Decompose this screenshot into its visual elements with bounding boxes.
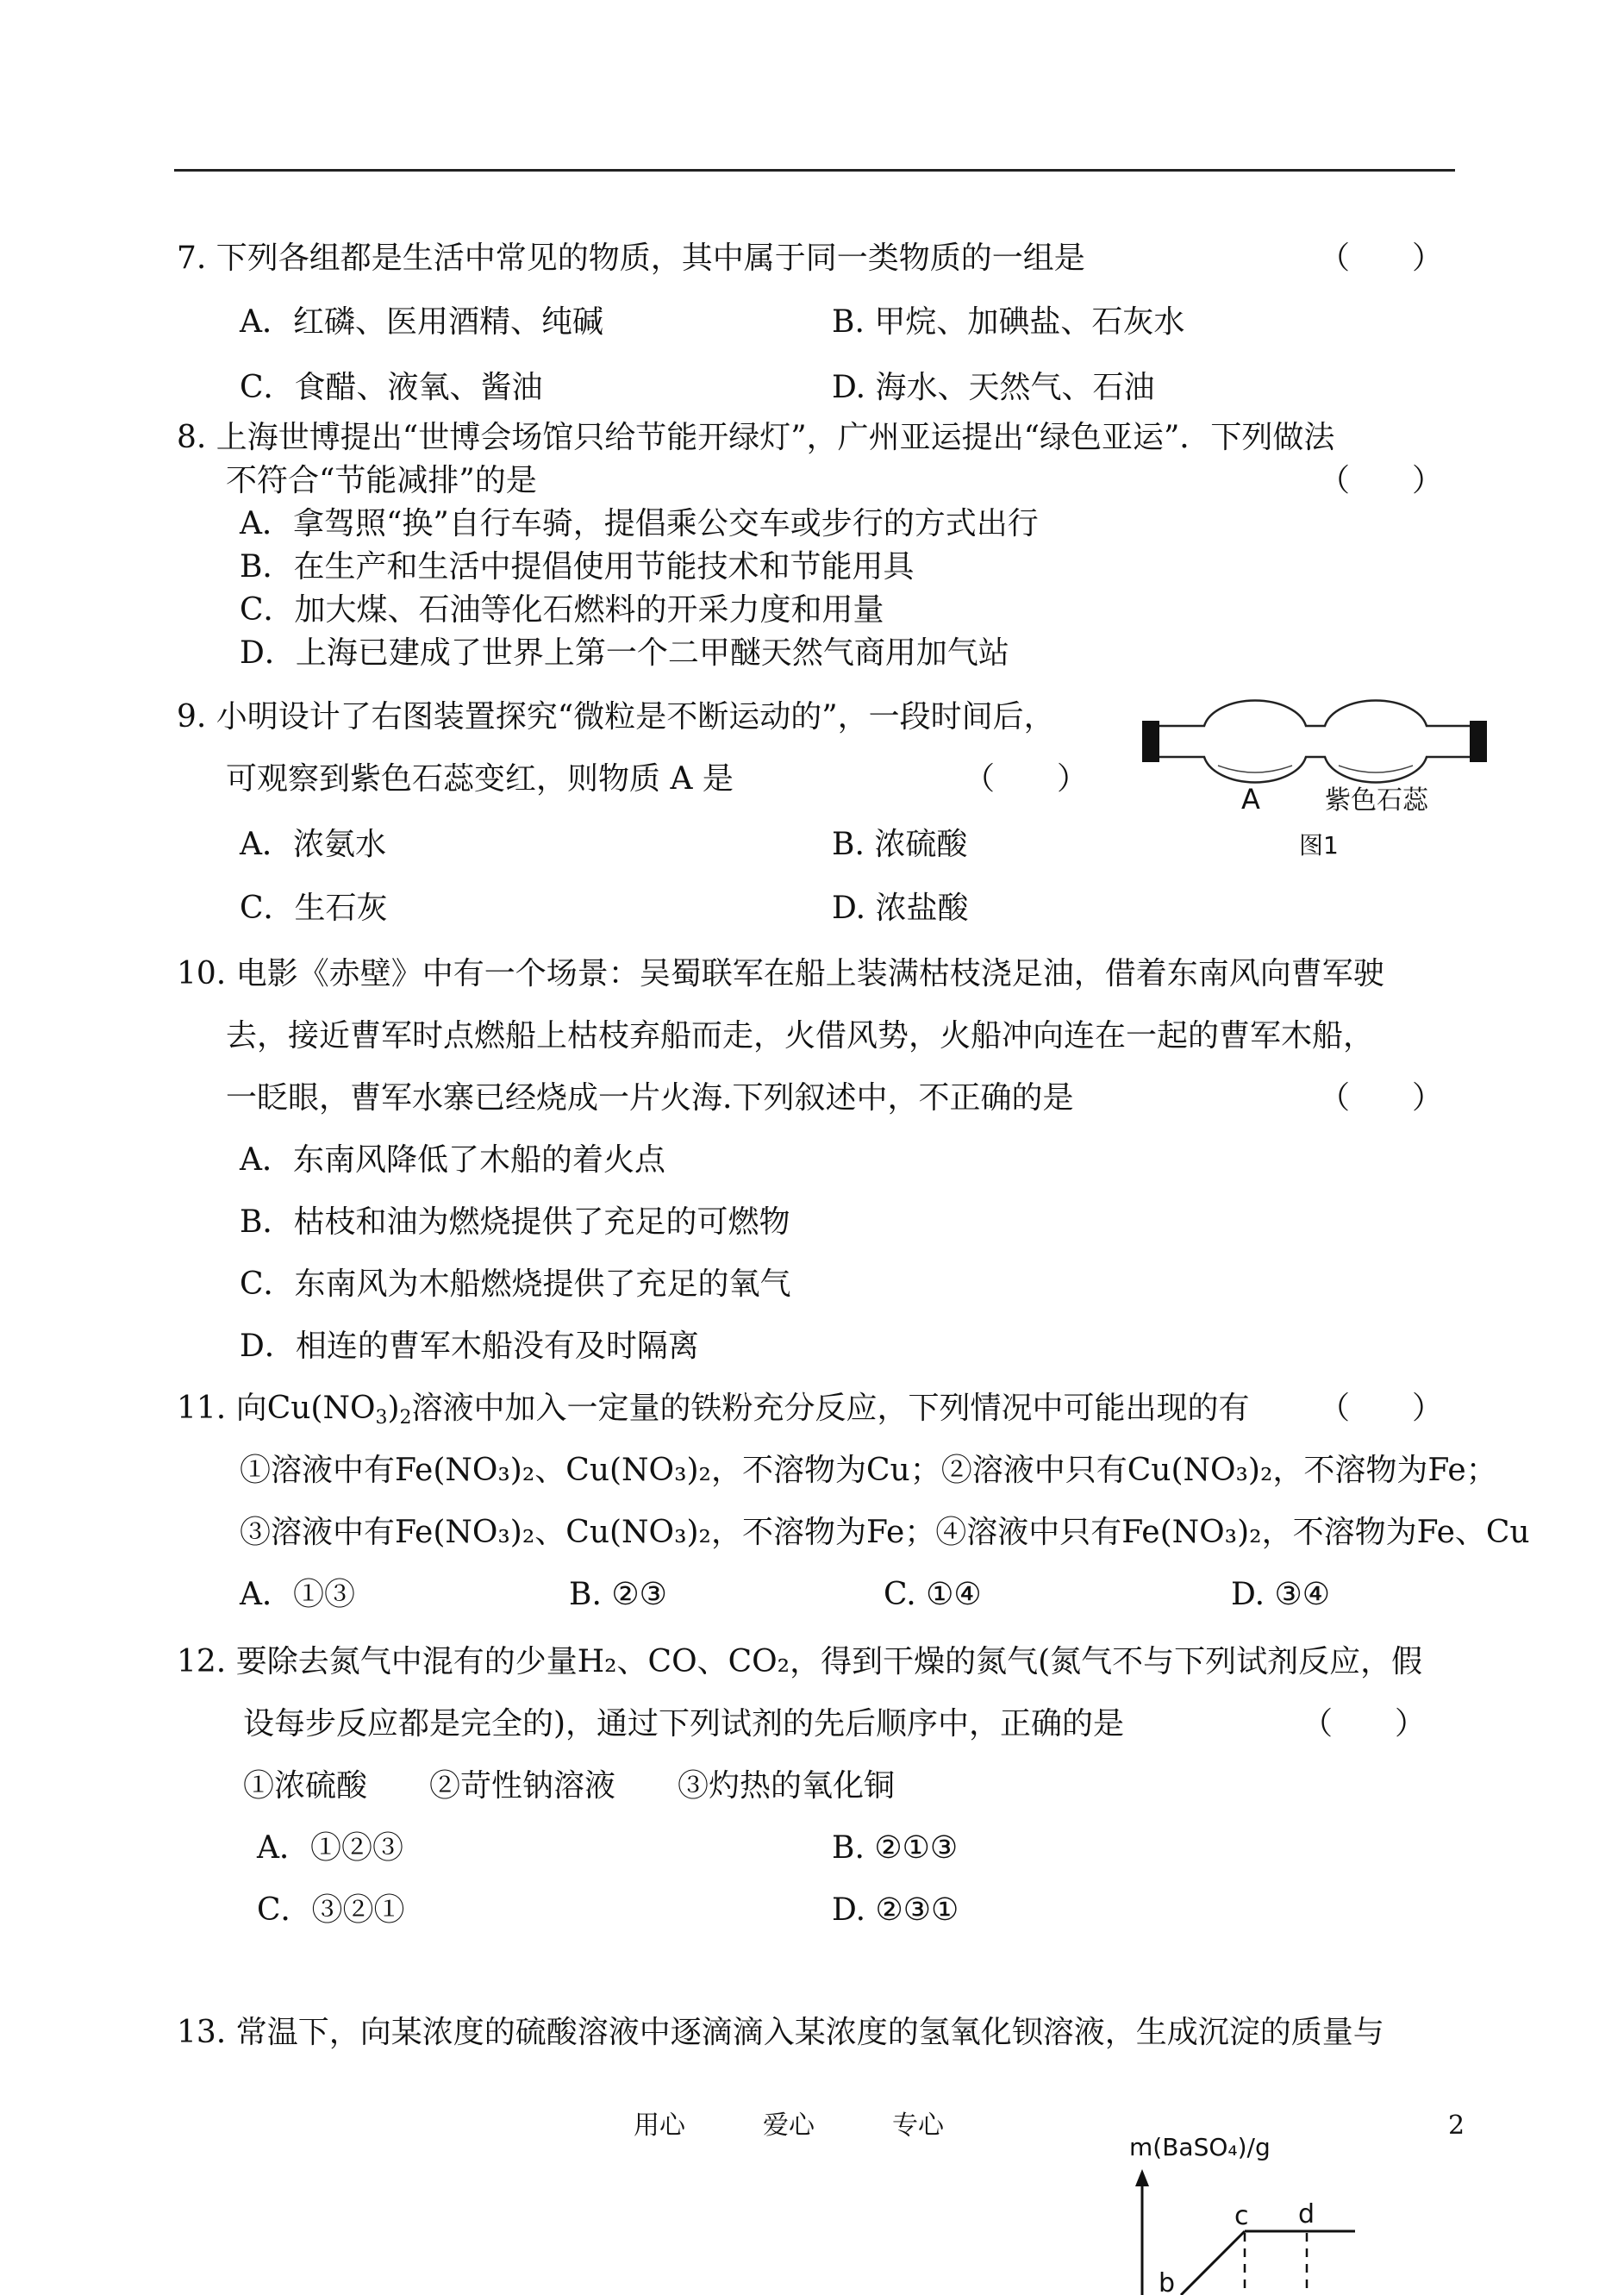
q9-stem-line2: 可观察到紫色石蕊变红，则物质 A 是	[226, 761, 734, 797]
q11-option-c: C. ①④	[884, 1577, 982, 1612]
q11-statement-1-2: ①溶液中有Fe(NO₃)₂、Cu(NO₃)₂，不溶物为Cu；②溶液中只有Cu(NO₃)₂，不溶物为Fe；	[240, 1453, 1497, 1488]
q8-answer-paren: （ ）	[1319, 463, 1444, 498]
q10-option-b: B．枯枝和油为燃烧提供了充足的可燃物	[240, 1204, 790, 1240]
header-rule	[174, 169, 1455, 172]
q11-option-b: B. ②③	[569, 1577, 667, 1612]
page-number: 2	[1448, 2111, 1465, 2141]
left-stopper	[1142, 721, 1159, 762]
right-stopper	[1470, 721, 1487, 762]
q7-option-c: C．食醋、液氧、酱油	[240, 370, 543, 405]
q9-option-b: B. 浓硫酸	[832, 827, 968, 862]
q10-option-c: C．东南风为木船燃烧提供了充足的氧气	[240, 1266, 791, 1302]
q9-option-d: D. 浓盐酸	[832, 891, 969, 926]
q8-option-c: C．加大煤、石油等化石燃料的开采力度和用量	[240, 592, 884, 628]
graph-point-d: d	[1298, 2199, 1315, 2229]
q7-option-d: D. 海水、天然气、石油	[832, 370, 1155, 405]
figure-1-caption: 图1	[1299, 831, 1339, 860]
q11-stem-prefix: 11. 向Cu(NO	[177, 1391, 376, 1426]
q12-answer-paren: （ ）	[1302, 1706, 1427, 1742]
liquid-a	[1218, 766, 1292, 772]
litmus-liquid	[1339, 766, 1413, 772]
q12-option-d: D. ②③①	[832, 1892, 959, 1928]
figure-1-apparatus	[1134, 690, 1496, 862]
q12-option-c: C．③②①	[257, 1892, 405, 1928]
q10-stem-line2: 去，接近曹军时点燃船上枯枝弃船而走，火借风势，火船冲向连在一起的曹军木船，	[226, 1018, 1375, 1054]
q10-stem-line3: 一眨眼，曹军水寨已经烧成一片火海.下列叙述中，不正确的是	[226, 1080, 1074, 1116]
q9-answer-paren: （ ）	[964, 761, 1089, 797]
q9-stem-line1: 9. 小明设计了右图装置探究“微粒是不断运动的”，一段时间后，	[177, 699, 1055, 735]
q10-option-d: D．相连的曹军木船没有及时隔离	[240, 1329, 699, 1364]
graph-curve-rising	[1181, 2231, 1245, 2295]
q11-statement-3-4: ③溶液中有Fe(NO₃)₂、Cu(NO₃)₂，不溶物为Fe；④溶液中只有Fe(NO₃)₂，不溶物为Fe、Cu	[240, 1515, 1530, 1550]
q8-stem-line1: 8. 上海世博提出“世博会场馆只给节能开绿灯”，广州亚运提出“绿色亚运”．下列做法	[177, 420, 1335, 455]
q7-stem: 7. 下列各组都是生活中常见的物质，其中属于同一类物质的一组是	[177, 241, 1085, 276]
graph-y-label: m(BaSO₄)/g	[1129, 2133, 1271, 2161]
q8-option-b: B．在生产和生活中提倡使用节能技术和节能用具	[240, 549, 915, 585]
q12-stem-line1: 12. 要除去氮气中混有的少量H₂、CO、CO₂，得到干燥的氮气(氮气不与下列试剂反应，假	[177, 1644, 1423, 1679]
glass-tube	[1159, 701, 1470, 783]
q10-option-a: A．东南风降低了木船的着火点	[240, 1142, 665, 1178]
q12-option-b: B. ②①③	[832, 1830, 959, 1866]
q8-option-d: D．上海已建成了世界上第一个二甲醚天然气商用加气站	[240, 635, 1009, 671]
q11-option-d: D. ③④	[1231, 1577, 1331, 1612]
q10-answer-paren: （ ）	[1319, 1080, 1444, 1116]
q7-option-b: B. 甲烷、加碘盐、石灰水	[832, 304, 1185, 340]
graph-point-c: c	[1234, 2201, 1249, 2231]
footer-left: 用心	[634, 2111, 685, 2141]
q10-stem-line1: 10. 电影《赤壁》中有一个场景：吴蜀联军在船上装满枯枝浇足油，借着东南风向曹军驶	[177, 956, 1384, 991]
q7-option-a: A．红磷、医用酒精、纯碱	[240, 304, 603, 340]
q9-option-a: A．浓氨水	[240, 827, 386, 862]
label-litmus: 紫色石蕊	[1325, 785, 1428, 816]
label-a: A	[1241, 783, 1260, 816]
q13-stem-line1: 13. 常温下，向某浓度的硫酸溶液中逐滴滴入某浓度的氢氧化钡溶液，生成沉淀的质量与	[177, 2015, 1384, 2050]
q12-stem-line2: 设每步反应都是完全的)，通过下列试剂的先后顺序中，正确的是	[243, 1706, 1125, 1742]
graph-point-b: b	[1159, 2268, 1176, 2295]
q11-stem-suffix: 溶液中加入一定量的铁粉充分反应，下列情况中可能出现的有	[411, 1391, 1250, 1426]
q11-stem: 11. 向$Cu(NO_3)_2$溶液中加入一定量的铁粉充分反应，下列情况中可能出现的有	[177, 1391, 1250, 1429]
q12-reagents: ①浓硫酸 ②苛性钠溶液 ③灼热的氧化铜	[243, 1768, 896, 1804]
footer-mid: 爱心	[763, 2111, 815, 2141]
q13-graph	[1105, 2129, 1398, 2295]
q7-answer-paren: （ ）	[1319, 241, 1444, 276]
q8-option-a: A．拿驾照“换”自行车骑，提倡乘公交车或步行的方式出行	[240, 506, 1039, 541]
q11-answer-paren: （ ）	[1319, 1391, 1444, 1426]
q11-option-a: A．①③	[240, 1577, 355, 1612]
graph-y-arrow	[1135, 2169, 1149, 2186]
q8-stem-line2: 不符合“节能减排”的是	[226, 463, 537, 498]
q9-option-c: C．生石灰	[240, 891, 388, 926]
footer-right: 专心	[892, 2111, 944, 2141]
q12-option-a: A．①②③	[257, 1830, 403, 1866]
